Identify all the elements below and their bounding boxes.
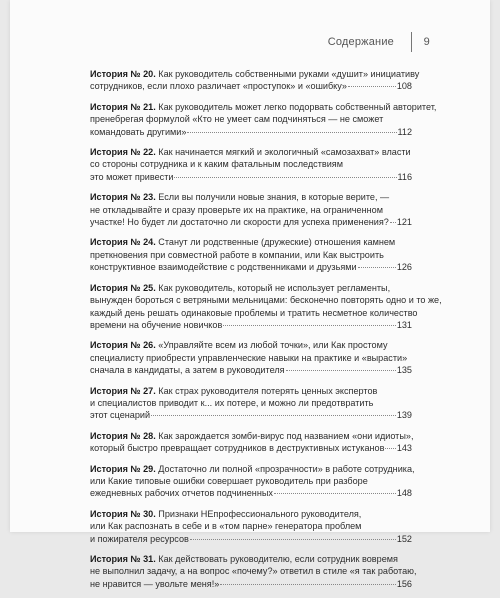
toc-entry-line [90,364,412,376]
toc-page-number: 121 [396,217,412,228]
toc-entry-line [90,261,412,273]
toc-entry-line [90,80,412,92]
toc-entry[interactable] [90,146,412,183]
book-page [10,0,490,589]
toc-entry-line [90,191,412,203]
toc-entry-line [90,339,412,351]
toc-entry-text: и специалистов приводит к... их потере, и можно ли предотвратить [90,397,374,408]
toc-entry-text: Как зарождается зомби-вирус под названием «они идиоты», [158,430,414,441]
toc-entry-label: История № 24. [90,237,156,248]
toc-entry-line [90,146,412,158]
toc-entry-line [90,565,417,577]
dot-leader [348,86,396,87]
toc-entry-text: это может привести [90,171,174,182]
toc-entry-label: История № 22. [90,147,156,158]
page-number: 9 [423,36,430,48]
toc-entry-line [90,171,412,183]
toc-entry-line [90,126,412,138]
toc-entry-line [90,475,412,487]
dot-leader [190,539,396,540]
dot-leader [187,132,396,133]
toc-entry-line [90,442,412,454]
toc-entry-line [90,578,412,590]
toc-entry-label: История № 21. [90,101,156,112]
toc-entry[interactable] [90,385,412,422]
toc-entry-label: История № 20. [90,69,156,79]
toc-entry-line [90,294,442,306]
toc-entry-text: каждый день решать одинаковые проблемы и тратить несметное количество [90,307,418,318]
toc-entry-line [90,508,412,520]
toc-entry-label: История № 23. [90,192,156,203]
dot-leader [223,325,396,326]
toc-entry-text: пренебрегая формулой «Кто не умеет сам подчиняться — не сможет [90,114,384,125]
toc-entry-text: Если вы получили новые знания, в которые верите, — [158,192,390,203]
toc-entry-line [90,385,412,397]
toc-entry-line [90,520,412,532]
dot-leader [390,222,396,223]
toc-entry-text: вынужден бороться с ветряными мельницами: бесконечно повторять одно и то же, [90,295,442,306]
toc-page-number: 126 [396,262,412,273]
toc-entry-line [90,463,415,475]
toc-entry-line [90,282,412,294]
toc-entry-text: этот сценарий [90,410,151,421]
toc-entry-label: История № 29. [90,463,156,474]
toc-entry-text: Станут ли родственные (дружеские) отношения камнем [158,237,396,248]
toc-entry-text: Как руководитель собственными руками «душит» инициативу [158,69,420,79]
toc-entry-line [90,158,412,170]
running-header [327,36,430,48]
toc-entry[interactable] [90,282,442,332]
toc-entry-text: Как руководитель, который не использует регламенты, [158,282,391,293]
toc-page-number: 139 [396,410,412,421]
toc-entry-text: участке! Но будет ли достаточно ли скорости для успеха применения? [90,217,389,228]
toc-entry-line [90,68,420,80]
toc-entry[interactable] [90,463,415,500]
toc-page-number: 143 [396,443,412,454]
toc-entry[interactable] [90,339,412,376]
toc-entry-text: «Управляйте всем из любой точки», или Как простому [158,340,388,351]
toc-entry-text: командовать другими» [90,126,187,137]
toc-entry-line [90,553,412,565]
toc-page-number: 152 [396,533,412,544]
toc-entry-text: и пожирателя ресурсов [90,533,189,544]
toc-entry-line [90,307,418,319]
toc-entry-text: Как действовать руководителю, если сотрудник вовремя [158,554,398,564]
toc-entry[interactable] [90,508,412,545]
toc-entry-text: Достаточно ли полной «прозрачности» в работе сотрудника, [158,463,415,474]
toc-entry[interactable] [90,101,437,138]
toc-entry-text: сначала в кандидаты, а затем в руководителя [90,365,285,376]
toc-entry-line [90,249,412,261]
dot-leader [274,493,396,494]
dot-leader [151,415,396,416]
toc-entry-line [90,236,412,248]
toc-entry-label: История № 30. [90,508,156,519]
toc-page-number: 108 [396,81,412,92]
toc-entry-text: преткновения при совместной работе в компании, или Как выстроить [90,249,384,260]
dot-leader [174,177,396,178]
toc-entry-text: со стороны сотрудника и к каким фатальным последствиям [90,159,343,170]
toc-entry-label: История № 26. [90,340,156,351]
toc-page-number: 135 [396,365,412,376]
toc-entry-text: Как руководитель может легко подорвать собственный авторитет, [158,101,437,112]
toc-entry-text: Как страх руководителя потерять ценных экспертов [158,385,378,396]
toc-entry-line [90,216,412,228]
toc-entry-text: сотрудников, если плохо различает «проступок» и «ошибку» [90,81,347,92]
toc-page-number: 112 [397,126,412,137]
toc-entry-text: Признаки НЕпрофессионального руководителя, [158,508,362,519]
toc-entry[interactable] [90,553,417,590]
toc-entry-text: специалисту приобрести управленческие навыки на практике и «вырасти» [90,352,408,363]
header-title: Содержание [327,36,394,48]
dot-leader [286,370,396,371]
dot-leader [220,584,396,585]
toc-entry-line [90,430,412,442]
header-divider [411,32,412,52]
dot-leader [358,267,396,268]
toc-entry-text: Как начинается мягкий и экологичный «самозахват» власти [158,147,411,158]
toc-entry-text: времени на обучение новичков [90,319,223,330]
table-of-contents [90,68,442,598]
toc-entry-line [90,487,412,499]
toc-entry-text: не откладывайте и сразу проверьте их на практике, на ограниченном [90,204,383,215]
toc-entry-label: История № 31. [90,554,156,564]
toc-entry-text: или Как распознать в себе и в «том парне» генератора проблем [90,521,362,532]
toc-entry-line [90,319,412,331]
toc-entry[interactable] [90,430,412,455]
toc-entry[interactable] [90,236,412,273]
toc-entry-text: или Какие типовые ошибки совершает руководитель при разборе [90,475,368,486]
toc-page-number: 131 [396,319,412,330]
dot-leader [385,448,395,449]
toc-entry[interactable] [90,68,420,93]
toc-entry-line [90,204,412,216]
toc-page-number: 148 [396,488,412,499]
toc-entry-text: не нравится — увольте меня!» [90,578,220,589]
toc-entry-text: конструктивное взаимодействие с родственниками и друзьями [90,262,357,273]
toc-entry[interactable] [90,191,412,228]
toc-entry-line [90,397,412,409]
toc-entry-label: История № 27. [90,385,156,396]
toc-entry-line [90,409,412,421]
toc-entry-text: ежедневных рабочих отчетов подчиненных [90,488,273,499]
toc-entry-label: История № 28. [90,430,156,441]
toc-entry-line [90,352,412,364]
toc-page-number: 116 [397,171,412,182]
toc-entry-line [90,533,412,545]
toc-entry-line [90,101,437,113]
toc-entry-text: не выполнил задачу, а на вопрос «почему?» ответил в стиле «я так работаю, [90,566,417,577]
toc-entry-line [90,113,412,125]
toc-entry-label: История № 25. [90,282,156,293]
toc-entry-text: который быстро превращает сотрудников в деструктивных истуканов [90,443,385,454]
toc-page-number: 156 [396,578,412,589]
